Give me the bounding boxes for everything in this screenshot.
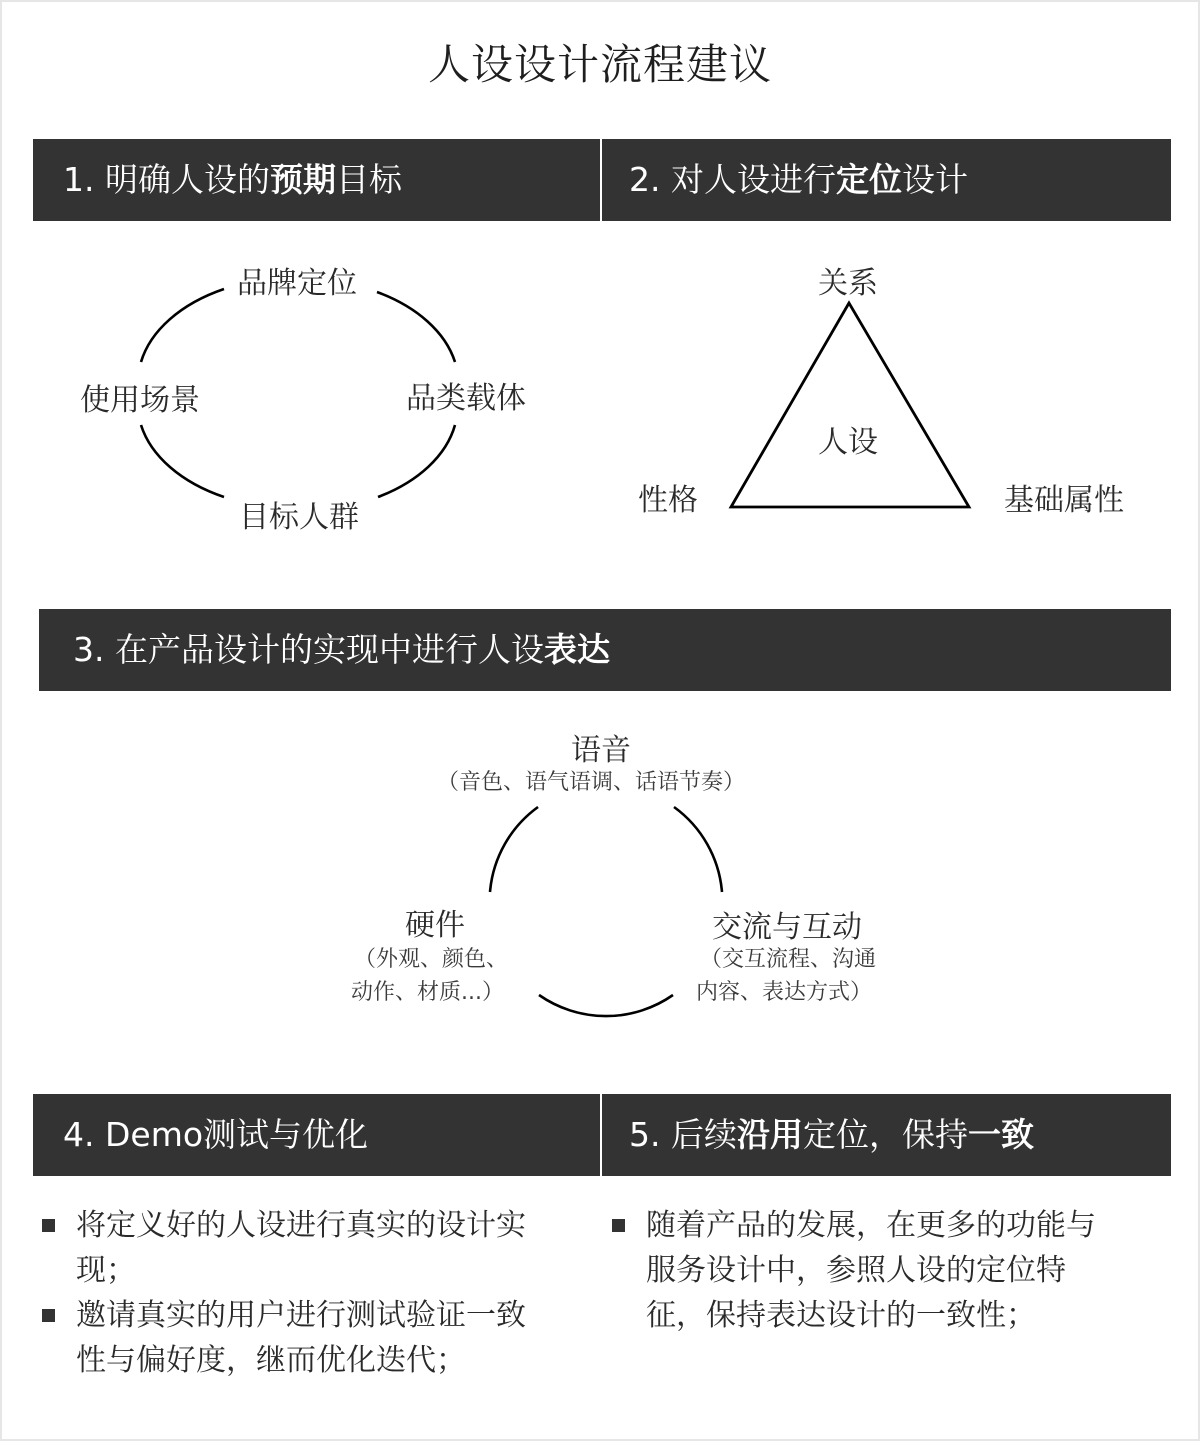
bullet-square-icon xyxy=(612,1219,625,1232)
step4-bullet-1-line1: 将定义好的人设进行真实的设计实 xyxy=(76,1208,526,1243)
step4-bullet-1 xyxy=(36,1203,581,1293)
cycle3-arc-left xyxy=(490,807,538,892)
cycle1-arc-bottom-left xyxy=(141,425,224,497)
step2-header-bold: 定位 xyxy=(835,160,902,199)
triangle-label-left: 性格 xyxy=(638,483,698,518)
step5-bullet-1 xyxy=(606,1203,1161,1338)
step4-bullet-2-line2: 性与偏好度，继而优化迭代； xyxy=(76,1343,466,1378)
step3-header-bold: 表达 xyxy=(543,630,610,669)
cycle1-label-bottom: 目标人群 xyxy=(239,500,359,535)
step5-bullet-1-line3: 征，保持表达设计的一致性； xyxy=(646,1298,1036,1333)
page-title: 人设设计流程建议 xyxy=(427,40,772,89)
step1-header-bold: 预期 xyxy=(269,160,336,199)
step2-header-prefix: 2. 对人设进行 xyxy=(629,160,836,199)
cycle3-label-right: 交流与互动 xyxy=(712,910,862,945)
cycle3-detail-top: （音色、语气语调、话语节奏） xyxy=(437,770,746,795)
step4-bullet-1-line2: 现； xyxy=(76,1253,136,1288)
cycle3-detail-left-line1: （外观、颜色、 xyxy=(354,947,509,972)
cycle3-label-left: 硬件 xyxy=(405,908,465,943)
cycle3-label-top: 语音 xyxy=(571,733,631,768)
cycle1-arc-top-left xyxy=(141,289,224,362)
triangle-label-top: 关系 xyxy=(818,266,878,301)
bullet-square-icon xyxy=(42,1309,55,1322)
step2-header-suffix: 设计 xyxy=(901,160,968,199)
step4-bullet-2-line1: 邀请真实的用户进行测试验证一致 xyxy=(76,1298,526,1333)
step1-header-prefix: 1. 明确人设的 xyxy=(63,160,270,199)
step5-header-bold1: 沿用 xyxy=(736,1115,803,1154)
step4-bullet-list xyxy=(36,1203,581,1383)
cycle1-arc-bottom-right xyxy=(378,425,455,497)
cycle3-detail-right-line1: （交互流程、沟通 xyxy=(700,947,877,972)
bullet-square-icon xyxy=(42,1219,55,1232)
triangle-label-center: 人设 xyxy=(818,425,878,460)
step5-header-bold2: 一致 xyxy=(967,1115,1034,1154)
step3-header-prefix: 3. 在产品设计的实现中进行人设 xyxy=(73,630,544,669)
cycle3-detail-right-line2: 内容、表达方式） xyxy=(696,980,873,1005)
cycle1-label-top: 品牌定位 xyxy=(237,266,357,301)
cycle1-label-left: 使用场景 xyxy=(80,383,200,418)
cycle3-detail-left-line2: 动作、材质...） xyxy=(351,980,504,1005)
step4-header-text: 4. Demo测试与优化 xyxy=(63,1115,369,1154)
triangle-label-right: 基础属性 xyxy=(1004,483,1124,518)
cycle1-label-right: 品类载体 xyxy=(406,381,526,416)
cycle3-arc-bottom xyxy=(539,995,673,1016)
step5-header-middle: 定位，保持 xyxy=(802,1115,968,1154)
cycle1-arc-top-right xyxy=(377,292,455,362)
step1-header-suffix: 目标 xyxy=(335,160,402,199)
step5-bullet-1-line1: 随着产品的发展，在更多的功能与 xyxy=(646,1208,1096,1243)
persona-triangle xyxy=(731,303,969,507)
step4-bullet-2 xyxy=(36,1293,581,1383)
step5-header-prefix: 5. 后续 xyxy=(629,1115,737,1154)
step5-bullet-1-line2: 服务设计中，参照人设的定位特 xyxy=(646,1253,1066,1288)
step5-bullet-list xyxy=(606,1203,1161,1338)
cycle3-arc-right xyxy=(674,807,722,892)
